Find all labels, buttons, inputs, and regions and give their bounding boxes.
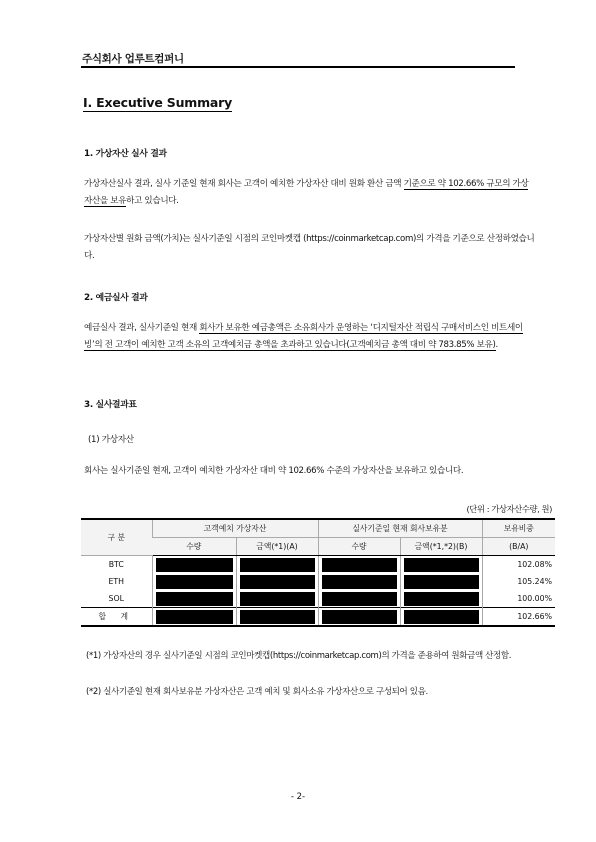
subheading-virtual-assets: (1) 가상자산	[88, 435, 134, 445]
holding-ratio: 100.00%	[482, 590, 555, 608]
section-title: Ⅰ. Executive Summary	[83, 95, 233, 110]
underlined-text: 회사가 보유한 예금총액은 소유회사가 운영하는 ‘디지털자산 적립식 구매서비스인 비트세이빙’의 전 고객이 예치한 고객 소유의 고객예치금 총액을 초과하고 있습니다(고객예치금 총액 대비 약 783.85% 보유)	[84, 323, 523, 350]
text-segment: 가상자산실사 결과, 실사 기준일 현재 회사는 고객이 예치한 가상자산 대비 원화 환산 금액	[84, 179, 404, 189]
footnote-1: (*1) 가상자산의 경우 실사기준일 시점의 코인마켓캡(https://coinmarketcap.com)의 가격을 준용하여 원화금액 산정함.	[86, 651, 512, 661]
redaction-bar	[322, 592, 397, 606]
header-customer-assets: 고객예치 가상자산	[152, 519, 318, 538]
page-number: - 2-	[290, 792, 306, 802]
redaction-bar	[240, 575, 315, 589]
redaction-bar	[156, 558, 233, 572]
heading-virtual-asset-result: 1. 가상자산 실사 결과	[84, 149, 167, 159]
redacted-cell	[400, 556, 482, 574]
redacted-cell	[236, 573, 318, 590]
redacted-cell	[400, 590, 482, 608]
total-label: 합 계	[81, 608, 152, 627]
asset-name: ETH	[108, 577, 125, 586]
table-total-row	[81, 608, 555, 627]
header-holding-ratio: 보유비중	[482, 519, 555, 538]
text-segment: 하고 있습니다.	[126, 196, 179, 206]
redacted-cell	[318, 608, 400, 627]
paragraph-holding-ratio: 회사는 실사기준일 현재, 고객이 예치한 가상자산 대비 약 102.66% 수준의 가상자산을 보유하고 있습니다.	[84, 466, 464, 476]
paragraph-valuation-basis: 가상자산별 원화 금액(가치)는 실사기준일 시점의 코인마켓캡 (https://coinmarketcap.com)의 가격을 기준으로 산정하였습니다.	[84, 234, 535, 261]
text-segment: .	[495, 340, 498, 350]
header-company-quantity: 수량	[318, 538, 400, 556]
paragraph-virtual-asset-result	[84, 176, 536, 210]
heading-result-table: 3. 실사결과표	[84, 400, 137, 410]
redaction-bar	[404, 575, 479, 589]
redacted-cell	[318, 556, 400, 574]
footnote-2: (*2) 실사기준일 현재 회사보유분 가상자산은 고객 예치 및 회사소유 가상자산으로 구성되어 있음.	[86, 687, 428, 697]
table-row	[81, 556, 555, 574]
table-row	[81, 590, 555, 608]
header-ratio-formula: (B/A)	[482, 538, 555, 556]
header-company-amount: 금액(*1,*2)(B)	[400, 538, 482, 556]
redacted-cell	[152, 608, 236, 627]
redacted-cell	[318, 590, 400, 608]
table-row	[81, 573, 555, 590]
redaction-bar	[156, 592, 233, 606]
redaction-bar	[404, 610, 479, 624]
redacted-cell	[152, 556, 236, 574]
company-name: 주식회사 업루트컴퍼니	[82, 53, 184, 65]
redacted-cell	[400, 573, 482, 590]
redacted-cell	[236, 608, 318, 627]
redacted-cell	[236, 556, 318, 574]
header-rule	[81, 66, 515, 68]
asset-name: BTC	[108, 560, 124, 569]
heading-deposit-result: 2. 예금실사 결과	[84, 293, 148, 303]
header-company-holdings: 실사기준일 현재 회사보유분	[318, 519, 482, 538]
redaction-bar	[322, 575, 397, 589]
redaction-bar	[322, 558, 397, 572]
text-segment: 예금실사 결과, 실사기준일 현재	[84, 323, 200, 333]
holding-ratio: 105.24%	[482, 573, 555, 590]
redaction-bar	[156, 575, 233, 589]
redacted-cell	[152, 573, 236, 590]
header-customer-quantity: 수량	[152, 538, 236, 556]
redaction-bar	[156, 610, 233, 624]
underlined-text: 기준으로 약 102.66% 규모의 가상자산을 보유	[84, 179, 529, 206]
header-customer-amount: 금액(*1)(A)	[236, 538, 318, 556]
redaction-bar	[404, 592, 479, 606]
header-category: 구 분	[81, 519, 152, 556]
redacted-cell	[152, 590, 236, 608]
holding-ratio: 102.08%	[482, 556, 555, 574]
redaction-bar	[240, 558, 315, 572]
redaction-bar	[240, 610, 315, 624]
virtual-asset-table	[81, 518, 555, 627]
redacted-cell	[236, 590, 318, 608]
paragraph-deposit-result	[84, 320, 536, 354]
redaction-bar	[322, 610, 397, 624]
redacted-cell	[318, 573, 400, 590]
redaction-bar	[404, 558, 479, 572]
unit-label: (단위 : 가상자산수량, 원)	[466, 504, 552, 514]
total-holding-ratio: 102.66%	[482, 608, 555, 627]
redacted-cell	[400, 608, 482, 627]
redaction-bar	[240, 592, 315, 606]
asset-name: SOL	[108, 594, 124, 603]
